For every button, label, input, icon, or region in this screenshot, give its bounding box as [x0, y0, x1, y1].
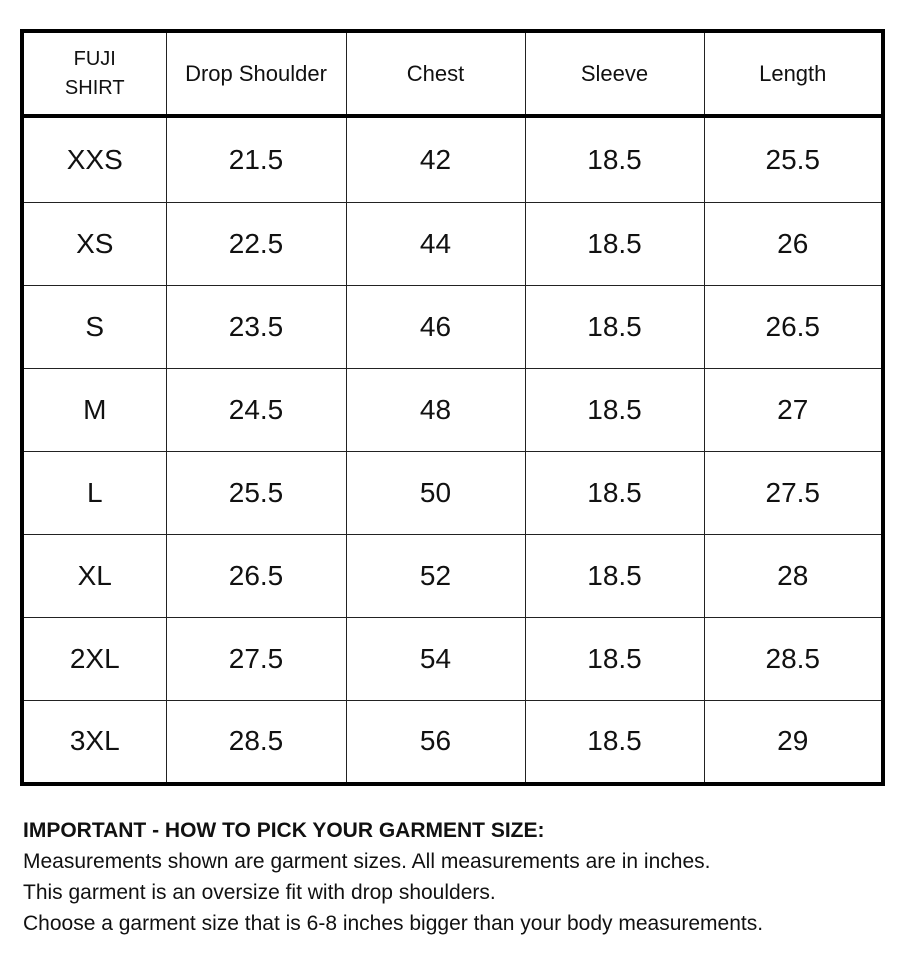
sizing-note-measurements: Measurements shown are garment sizes. All measurements are in inches. [23, 850, 711, 873]
size-label: XS [24, 203, 166, 286]
length-value: 28.5 [704, 617, 881, 700]
size-label: XXS [24, 116, 166, 203]
length-value: 27.5 [704, 451, 881, 534]
size-label: S [24, 286, 166, 369]
chest-value: 48 [346, 369, 525, 452]
table-row [24, 369, 881, 452]
sleeve-value: 18.5 [525, 451, 704, 534]
product-name-line2: SHIRT [64, 76, 125, 99]
drop-shoulder-value: 22.5 [166, 203, 346, 286]
drop-shoulder-value: 28.5 [166, 700, 346, 782]
chest-value: 54 [346, 617, 525, 700]
drop-shoulder-value: 26.5 [166, 534, 346, 617]
length-value: 29 [704, 700, 881, 782]
table-row [24, 534, 881, 617]
table-row [24, 617, 881, 700]
sleeve-value: 18.5 [525, 203, 704, 286]
product-name-line1: FUJI [73, 47, 116, 70]
column-header-chest: Chest [346, 33, 525, 116]
table-row [24, 286, 881, 369]
sleeve-value: 18.5 [525, 534, 704, 617]
sleeve-value: 18.5 [525, 617, 704, 700]
table-row [24, 700, 881, 782]
sizing-notes-heading: IMPORTANT - HOW TO PICK YOUR GARMENT SIZE: [23, 819, 545, 842]
sleeve-value: 18.5 [525, 369, 704, 452]
drop-shoulder-value: 24.5 [166, 369, 346, 452]
size-label: XL [24, 534, 166, 617]
drop-shoulder-value: 25.5 [166, 451, 346, 534]
drop-shoulder-value: 21.5 [166, 116, 346, 203]
table-header-row [24, 33, 881, 116]
size-label: L [24, 451, 166, 534]
drop-shoulder-value: 27.5 [166, 617, 346, 700]
sizing-note-fit: This garment is an oversize fit with drop shoulders. [23, 881, 496, 904]
sizing-notes [23, 815, 883, 939]
column-header-length: Length [704, 33, 881, 116]
length-value: 25.5 [704, 116, 881, 203]
size-label: 2XL [24, 617, 166, 700]
column-header-drop-shoulder: Drop Shoulder [166, 33, 346, 116]
column-header-sleeve: Sleeve [525, 33, 704, 116]
size-chart [20, 29, 885, 786]
length-value: 26.5 [704, 286, 881, 369]
size-label: M [24, 369, 166, 452]
chest-value: 56 [346, 700, 525, 782]
chest-value: 52 [346, 534, 525, 617]
sleeve-value: 18.5 [525, 286, 704, 369]
product-name-header [24, 33, 166, 116]
table-row [24, 203, 881, 286]
drop-shoulder-value: 23.5 [166, 286, 346, 369]
table-row [24, 451, 881, 534]
length-value: 27 [704, 369, 881, 452]
sleeve-value: 18.5 [525, 700, 704, 782]
chest-value: 50 [346, 451, 525, 534]
chest-value: 44 [346, 203, 525, 286]
chest-value: 42 [346, 116, 525, 203]
size-label: 3XL [24, 700, 166, 782]
size-table [24, 33, 881, 782]
sizing-note-choose: Choose a garment size that is 6-8 inches bigger than your body measurements. [23, 912, 764, 935]
length-value: 28 [704, 534, 881, 617]
chest-value: 46 [346, 286, 525, 369]
sleeve-value: 18.5 [525, 116, 704, 203]
length-value: 26 [704, 203, 881, 286]
table-row [24, 116, 881, 203]
